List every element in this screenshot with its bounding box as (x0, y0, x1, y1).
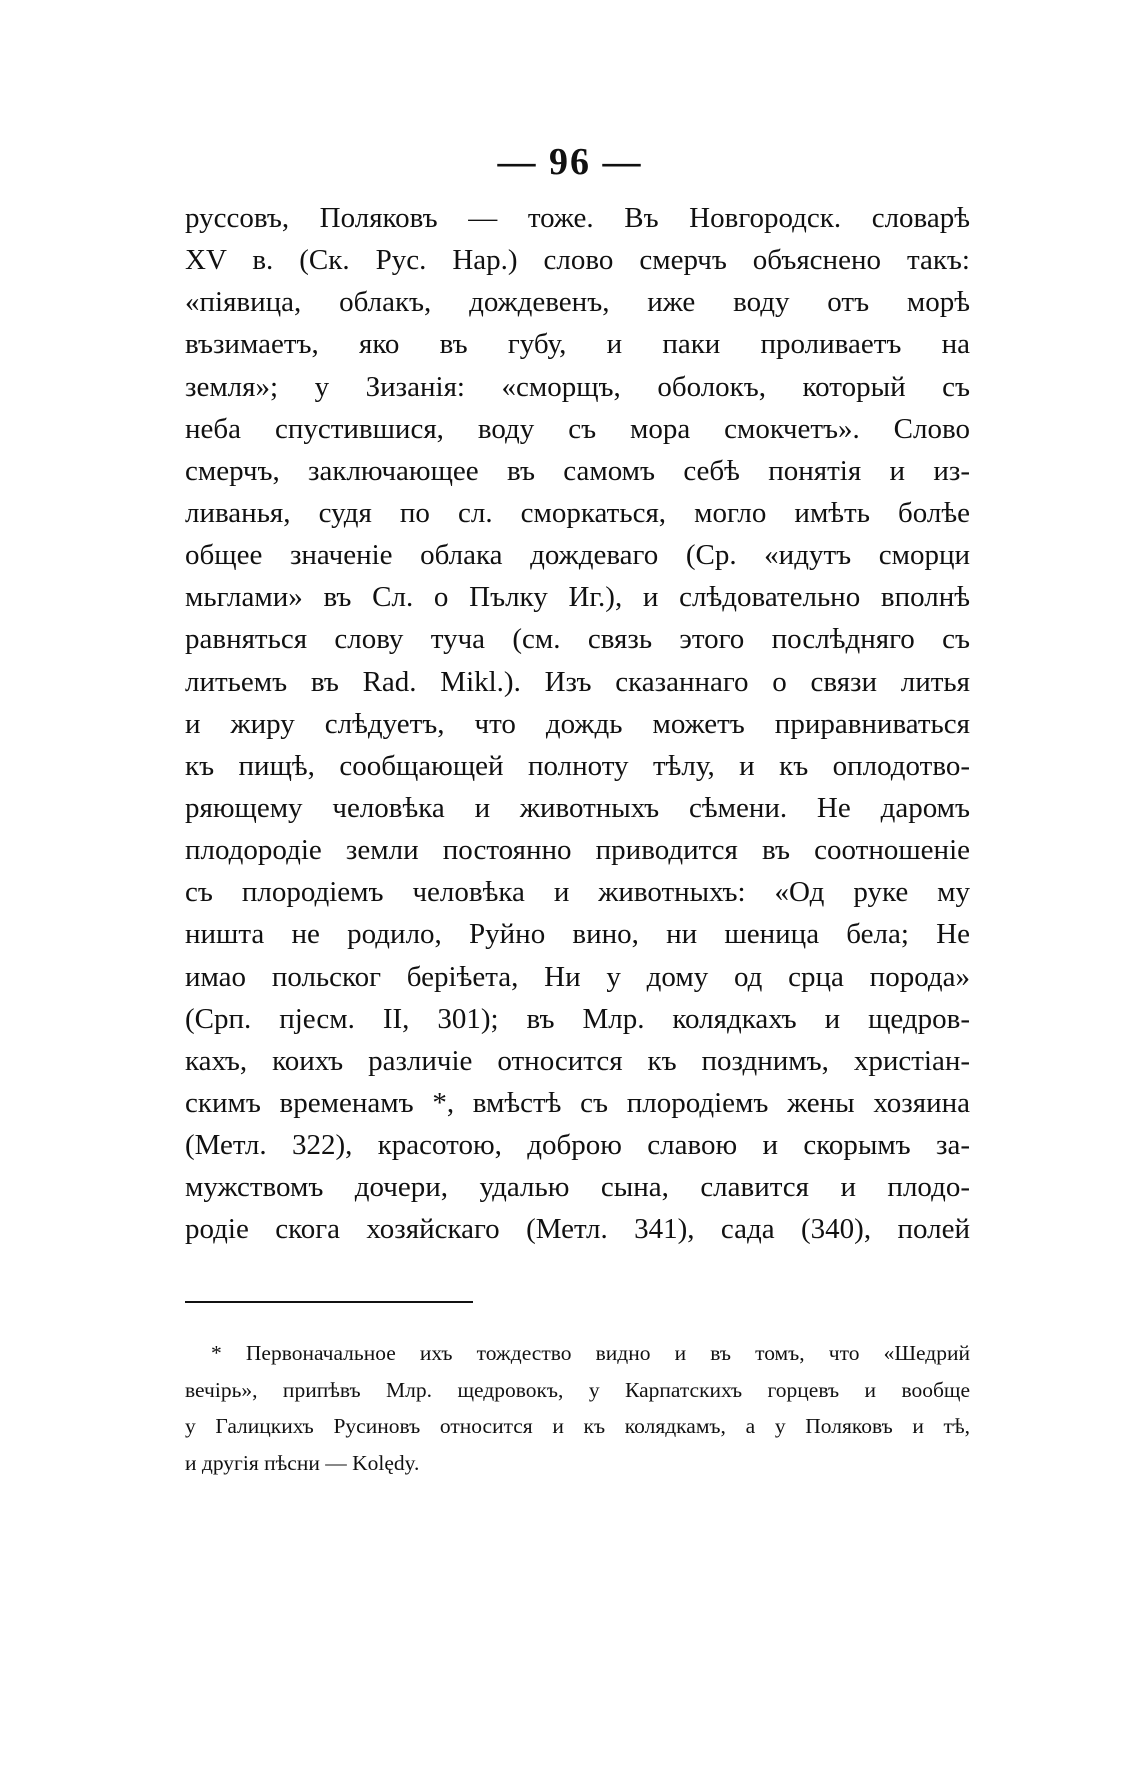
footnote (185, 1335, 970, 1481)
text-line: възимаетъ, яко въ губу, и паки проливаетъ на (185, 328, 970, 361)
text-line: родіе скога хозяйскаго (Метл. 341), сада (340), полей (185, 1213, 970, 1246)
text-line: скимъ временамъ *, вмѣстѣ съ плородіемъ жены хозяина (185, 1086, 970, 1119)
main-text (185, 197, 970, 1251)
footnote-divider (185, 1301, 473, 1303)
text-line: ништа не родило, Руйно вино, ни шеница бела; Не (185, 918, 970, 951)
footnote-line: у Галицкихъ Русиновъ относится и къ колядкамъ, а у Поляковъ и тѣ, (185, 1414, 970, 1438)
text-line: литьемъ въ Rad. Mikl.). Изъ сказаннаго о связи литья (185, 665, 970, 698)
text-line: земля»; у Зизанія: «сморщъ, оболокъ, который съ (185, 370, 970, 403)
text-line: (Срп. пјесм. II, 301); въ Млр. колядкахъ и щедров- (185, 1002, 970, 1035)
text-line: смерчъ, заключающее въ самомъ себѣ понятія и из- (185, 454, 970, 487)
text-line: мьглами» въ Сл. о Пълку Иг.), и слѣдовательно вполнѣ (185, 581, 970, 614)
text-line: (Метл. 322), красотою, доброю славою и скорымъ за- (185, 1129, 970, 1162)
text-line: кахъ, коихъ различіе относится къ позднимъ, христіан- (185, 1044, 970, 1077)
page-number: — 96 — (497, 141, 643, 183)
text-line: ливанья, судя по сл. сморкаться, могло имѣть болѣе (185, 496, 970, 529)
text-line: «піявица, облакъ, дождевенъ, иже воду отъ морѣ (185, 286, 970, 319)
text-line: съ плородіемъ человѣка и животныхъ: «Од руке му (185, 876, 970, 909)
text-line: общее значеніе облака дождеваго (Ср. «идутъ сморци (185, 539, 970, 572)
text-line: равняться слову туча (см. связь этого послѣдняго съ (185, 623, 970, 656)
text-line: къ пищѣ, сообщающей полноту тѣлу, и къ оплодотво- (185, 749, 970, 782)
text-line: имао польског беріѣета, Ни у дому од срца порода» (185, 960, 970, 993)
text-line: мужствомъ дочери, удалью сына, славится и плодо- (185, 1171, 970, 1204)
footnote-line: и другія пѣсни — Kolędy. (185, 1450, 420, 1475)
text-line: неба спустившися, воду съ мора смокчетъ». Слово (185, 412, 970, 445)
text-line: XV в. (Ск. Рус. Нар.) слово смерчъ объяснено такъ: (185, 244, 970, 277)
footnote-line: * Первоначальное ихъ тождество видно и въ томъ, что «Шедрий (211, 1341, 970, 1365)
footnote-line: вечірь», припѣвъ Млр. щедровокъ, у Карпатскихъ горцевъ и вообще (185, 1377, 970, 1402)
text-line: плодородіе земли постоянно приводится въ соотношеніе (185, 834, 970, 867)
text-line: ряющему человѣка и животныхъ сѣмени. Не даромъ (185, 791, 970, 824)
text-line: руссовъ, Поляковъ — тоже. Въ Новгородск. словарѣ (185, 202, 970, 234)
text-line: и жиру слѣдуетъ, что дождь можетъ приравниваться (185, 707, 970, 740)
